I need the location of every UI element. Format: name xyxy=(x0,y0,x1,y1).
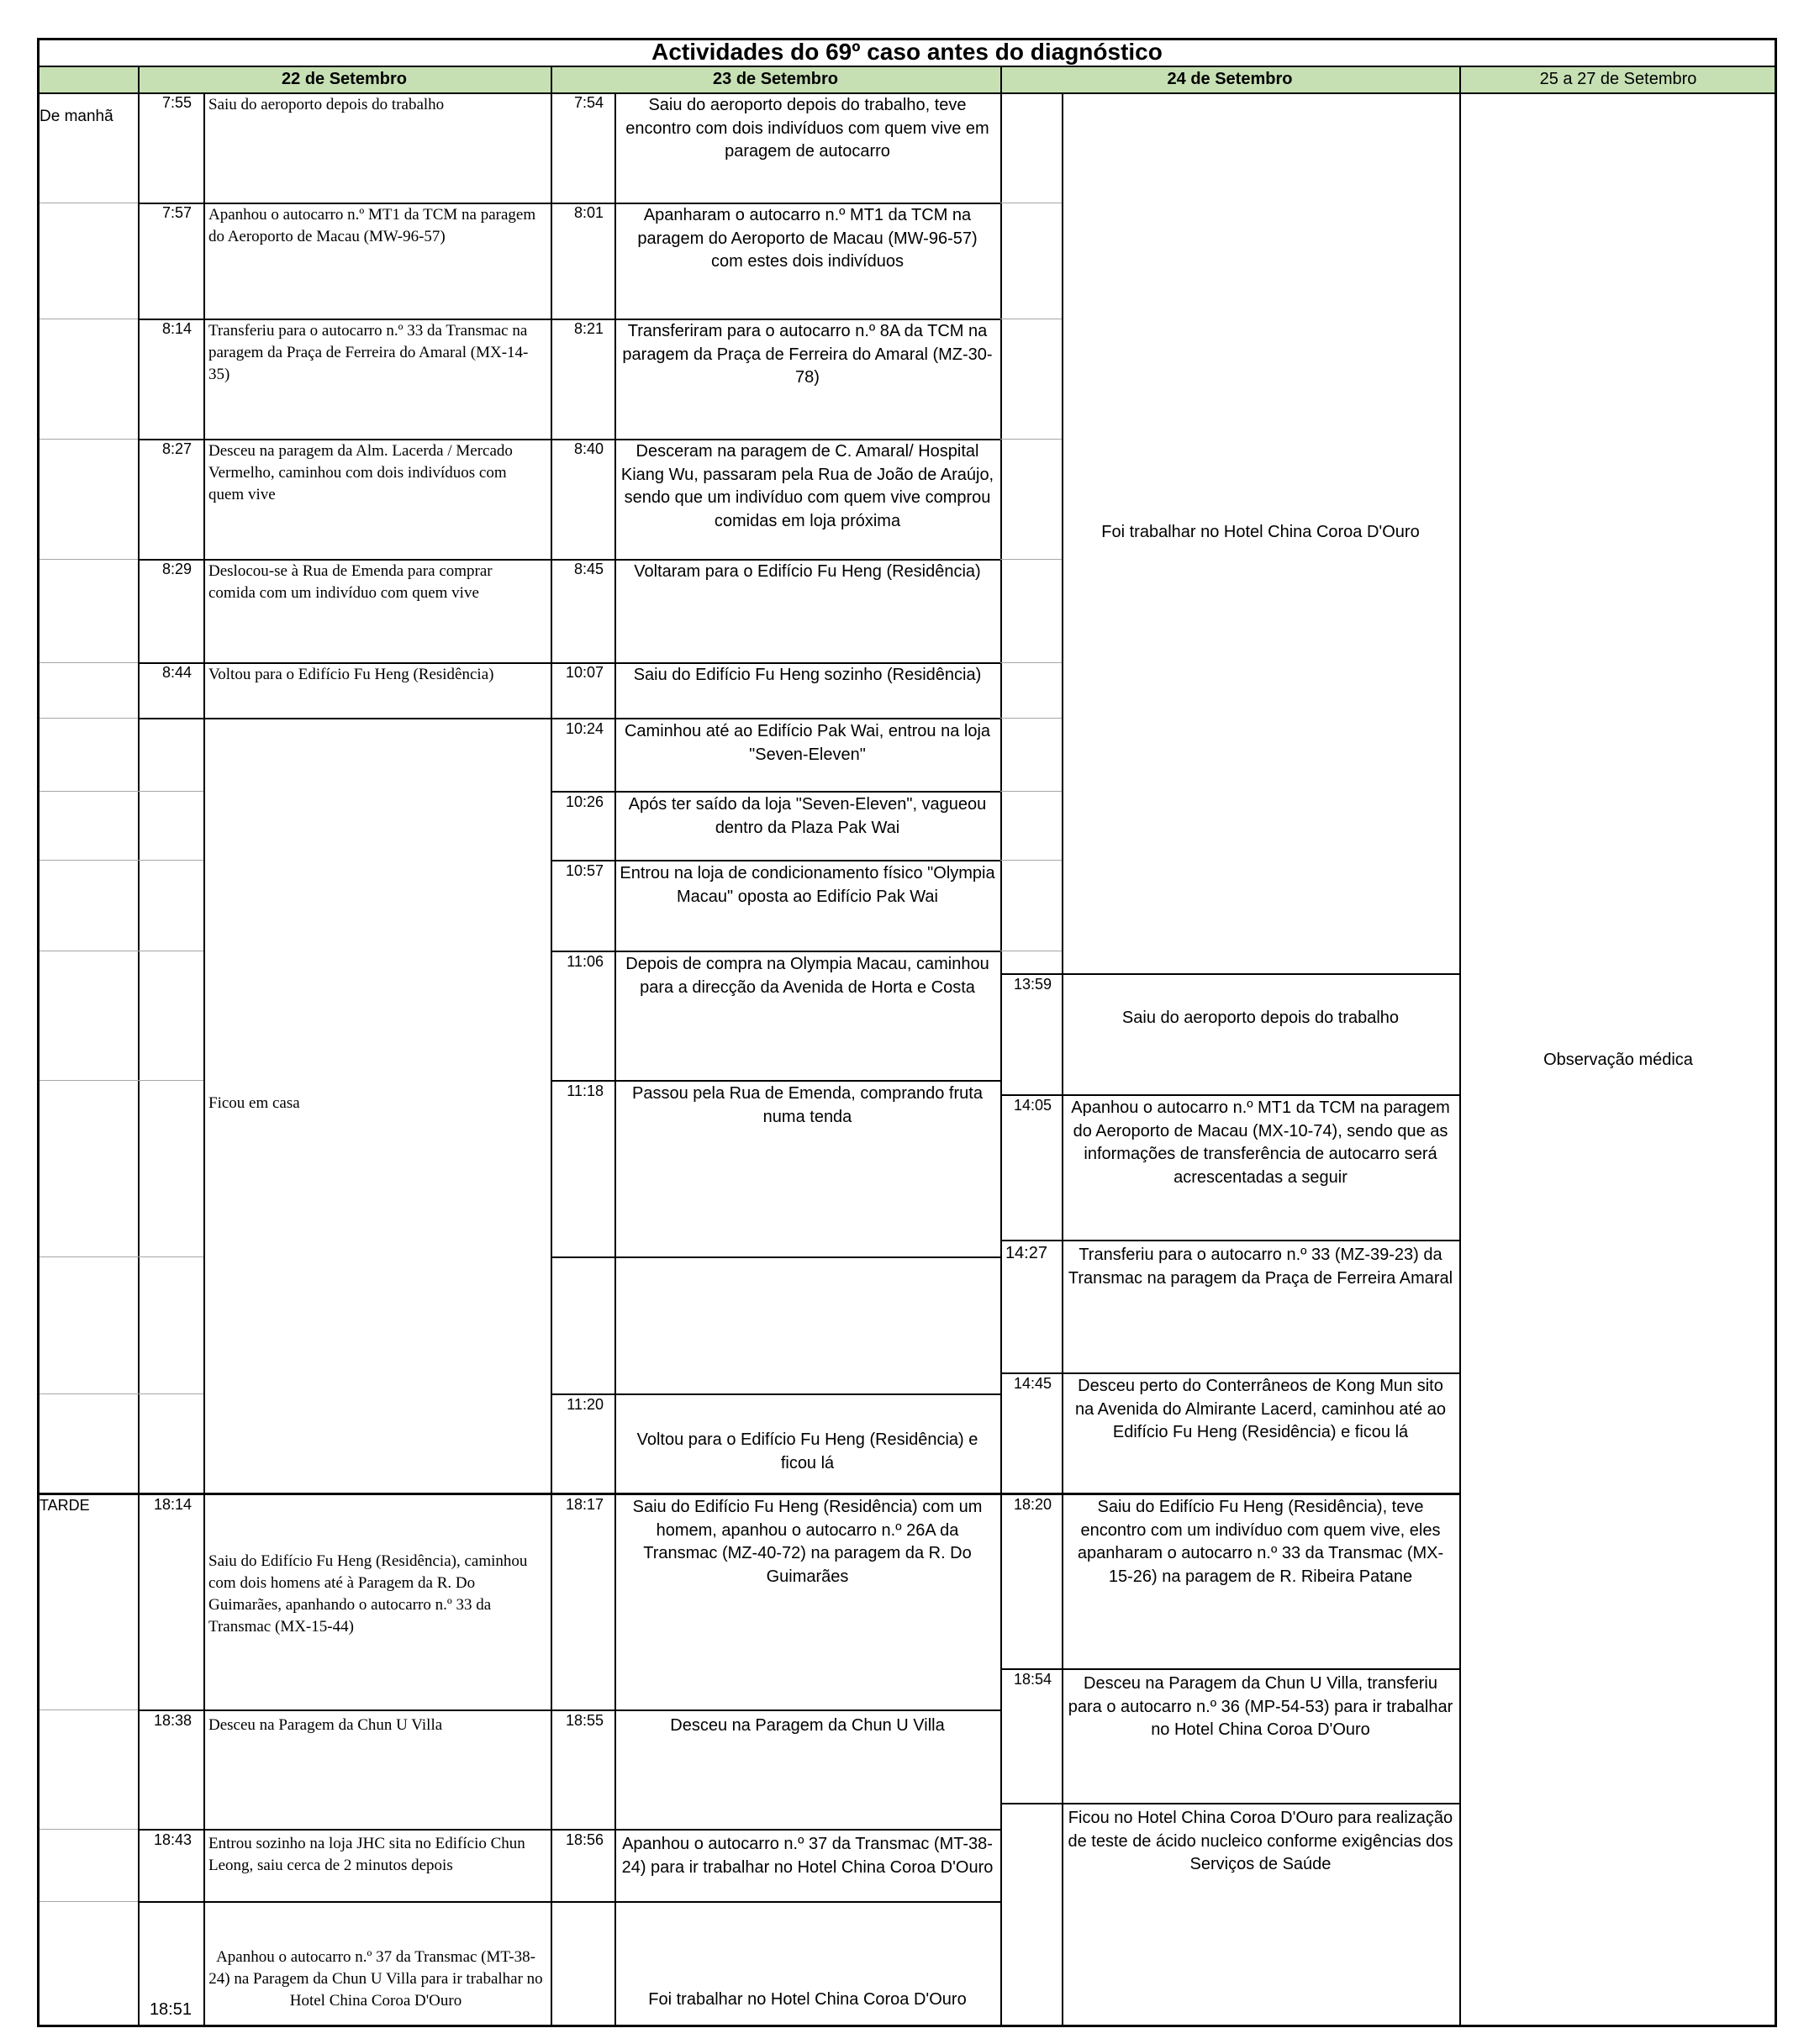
sep23-row7-text: Após ter saído da loja "Seven-Eleven", vagueou dentro da Plaza Pak Wai xyxy=(628,795,987,837)
sep23-row7-time: 10:26 xyxy=(565,793,604,810)
sep23-row6-text: Caminhou até ao Edifício Pak Wai, entrou na loja "Seven-Eleven" xyxy=(624,722,991,764)
sep22-row8-time: 18:38 xyxy=(153,1712,192,1729)
sep22-row7-text: Saiu do Edifício Fu Heng (Residência), caminhou com dois homens até à Paragem da R. Do Guimarães, apanhando o autocarro n.º 33 da Transmac (MX-15-44) xyxy=(208,1552,528,1636)
sep23-row6-time: 10:24 xyxy=(565,720,604,737)
sep23-row11-time: 11:20 xyxy=(567,1396,604,1413)
sep23-row4-text: Voltaram para o Edifício Fu Heng (Residência) xyxy=(634,562,981,581)
sep22-row4-time: 8:29 xyxy=(161,561,192,577)
table-border xyxy=(37,38,1777,2027)
sep23-row1-text: Apanharam o autocarro n.º MT1 da TCM na paragem do Aeroporto de Macau (MW-96-57) com estes dois indivíduos xyxy=(637,206,978,271)
sep24-row5-text: Saiu do Edifício Fu Heng (Residência), teve encontro com um indivíduo com quem vive, eles apanharam o autocarro n.º 33 da Transmac (MX-15-26) na paragem de R. Ribeira Patane xyxy=(1077,1498,1444,1586)
sep22-row9-time: 18:43 xyxy=(153,1831,192,1848)
sep24-row1-text: Saiu do aeroporto depois do trabalho xyxy=(1121,1009,1400,1027)
sep23-row3-time: 8:40 xyxy=(573,440,604,457)
sep23-row14-text: Apanhou o autocarro n.º 37 da Transmac (MT-38-24) para ir trabalhar no Hotel China Coroa D'Ouro xyxy=(621,1835,994,1877)
sep23-row14-time: 18:56 xyxy=(565,1831,604,1848)
sep24-row3-text: Transferiu para o autocarro n.º 33 (MZ-39-23) da Transmac na paragem da Praça de Ferreira Amaral xyxy=(1068,1246,1453,1288)
sep22-row1-time: 7:57 xyxy=(161,204,192,221)
sep22-row1-text: Apanhou o autocarro n.º MT1 da TCM na paragem do Aeroporto de Macau (MW-96-57) xyxy=(208,206,536,245)
header-sep25-27: 25 a 27 de Setembro xyxy=(1459,66,1777,92)
sep23-row2-time: 8:21 xyxy=(573,320,604,337)
sep24-row1-time: 13:59 xyxy=(1013,976,1052,993)
sep23-row11-text: Voltou para o Edifício Fu Heng (Residência) e ficou lá xyxy=(636,1430,978,1472)
sep24-row3-time: 14:27 xyxy=(1005,1244,1047,1262)
sep24-stayed-hotel-text: Ficou no Hotel China Coroa D'Ouro para realização de teste de ácido nucleico conforme exigências dos Serviços de Saúde xyxy=(1068,1809,1453,1873)
sep22-row4-text: Deslocou-se à Rua de Emenda para comprar comida com um indivíduo com quem vive xyxy=(208,562,493,602)
sep23-row8-text: Entrou na loja de condicionamento físico "Olympia Macau" oposta ao Edifício Pak Wai xyxy=(620,864,995,906)
sep22-row3-text: Desceu na paragem da Alm. Lacerda / Mercado Vermelho, caminhou com dois indivíduos com quem vive xyxy=(208,442,513,503)
sep23-row13-text: Desceu na Paragem da Chun U Villa xyxy=(670,1716,945,1735)
sep23-row12-time: 18:17 xyxy=(565,1496,604,1513)
header-sep22: 22 de Setembro xyxy=(138,66,551,92)
sep23-row9-time: 11:06 xyxy=(567,953,604,970)
sep23-row9-text: Depois de compra na Olympia Macau, caminhou para a direcção da Avenida de Horta e Costa xyxy=(625,955,989,997)
sep24-row6-time: 18:54 xyxy=(1013,1671,1052,1688)
sep23-row5-time: 10:07 xyxy=(565,664,604,681)
sep24-work-merged-text: Foi trabalhar no Hotel China Coroa D'Ouro xyxy=(1101,523,1420,541)
sep23-went-to-work-text: Foi trabalhar no Hotel China Coroa D'Ouro xyxy=(648,1990,967,2009)
sep22-row2-time: 8:14 xyxy=(161,320,192,337)
sep23-row12-text: Saiu do Edifício Fu Heng (Residência) com um homem, apanhou o autocarro n.º 26A da Transmac (MZ-40-72) na paragem da R. Do Guimarães xyxy=(632,1498,983,1586)
sep24-row4-text: Desceu perto do Conterrâneos de Kong Mun sito na Avenida do Almirante Lacerd, caminhou até ao Edifício Fu Heng (Residência) e ficou lá xyxy=(1074,1377,1447,1441)
sep23-row4-time: 8:45 xyxy=(573,561,604,577)
sep24-row6-text: Desceu na Paragem da Chun U Villa, transferiu para o autocarro n.º 36 (MP-54-53) para ir trabalhar no Hotel China Coroa D'Ouro xyxy=(1068,1674,1453,1739)
sep22-row7-time: 18:14 xyxy=(153,1496,192,1513)
sep24-row2-text: Apanhou o autocarro n.º MT1 da TCM na paragem do Aeroporto de Macau (MX-10-74), sendo que as informações de transferência de autocarro será acrescentadas a seguir xyxy=(1071,1098,1450,1187)
sep22-row5-text: Voltou para o Edifício Fu Heng (Residência) xyxy=(208,666,494,683)
sep22-row5-time: 8:44 xyxy=(161,664,192,681)
sep22-row10-text: Apanhou o autocarro n.º 37 da Transmac (MT-38-24) na Paragem da Chun U Villa para ir trabalhar no Hotel China Coroa D'Ouro xyxy=(208,1948,543,2010)
sep23-row10-text: Passou pela Rua de Emenda, comprando fruta numa tenda xyxy=(632,1084,983,1126)
header-sep24: 24 de Setembro xyxy=(1000,66,1459,92)
sep23-row1-time: 8:01 xyxy=(573,204,604,221)
sep23-row13-time: 18:55 xyxy=(565,1712,604,1729)
sep23-row0-time: 7:54 xyxy=(573,94,604,111)
sep22-row0-time: 7:55 xyxy=(161,94,192,111)
sep22-row10-time: 18:51 xyxy=(149,2000,192,2019)
sep22-row8-text: Desceu na Paragem da Chun U Villa xyxy=(208,1716,443,1734)
sep24-row5-time: 18:20 xyxy=(1013,1496,1052,1513)
medical-observation-note: Observação médica xyxy=(1543,1051,1693,1069)
sep23-row5-text: Saiu do Edifício Fu Heng sozinho (Residência) xyxy=(633,666,982,684)
sep23-row8-time: 10:57 xyxy=(565,862,604,879)
sep22-row2-text: Transferiu para o autocarro n.º 33 da Transmac na paragem da Praça de Ferreira do Amaral (MX-14-35) xyxy=(208,322,529,383)
sep22-row0-text: Saiu do aeroporto depois do trabalho xyxy=(208,96,445,113)
sep23-row10-time: 11:18 xyxy=(567,1083,604,1099)
sep23-row0-text: Saiu do aeroporto depois do trabalho, teve encontro com dois indivíduos com quem vive em paragem de autocarro xyxy=(625,96,989,161)
sep24-row4-time: 14:45 xyxy=(1013,1375,1052,1392)
sep22-row3-time: 8:27 xyxy=(161,440,192,457)
period-label-afternoon: TARDE xyxy=(40,1497,90,1514)
header-sep23: 23 de Setembro xyxy=(551,66,1000,92)
page-title: Actividades do 69º caso antes do diagnóstico xyxy=(651,39,1163,65)
sep24-row2-time: 14:05 xyxy=(1013,1097,1052,1114)
sep23-row3-text: Desceram na paragem de C. Amaral/ Hospital Kiang Wu, passaram pela Rua de João de Araújo, sendo que um indivíduo com quem vive comprou comidas em loja próxima xyxy=(620,442,994,530)
period-label-morning: De manhã xyxy=(40,108,113,125)
sep23-row2-text: Transferiram para o autocarro n.º 8A da TCM na paragem da Praça de Ferreira do Amaral (MZ-30-78) xyxy=(622,322,993,387)
sep22-row9-text: Entrou sozinho na loja JHC sita no Edifício Chun Leong, saiu cerca de 2 minutos depois xyxy=(208,1835,525,1874)
sep22-stayed-home-text: Ficou em casa xyxy=(208,1094,300,1112)
